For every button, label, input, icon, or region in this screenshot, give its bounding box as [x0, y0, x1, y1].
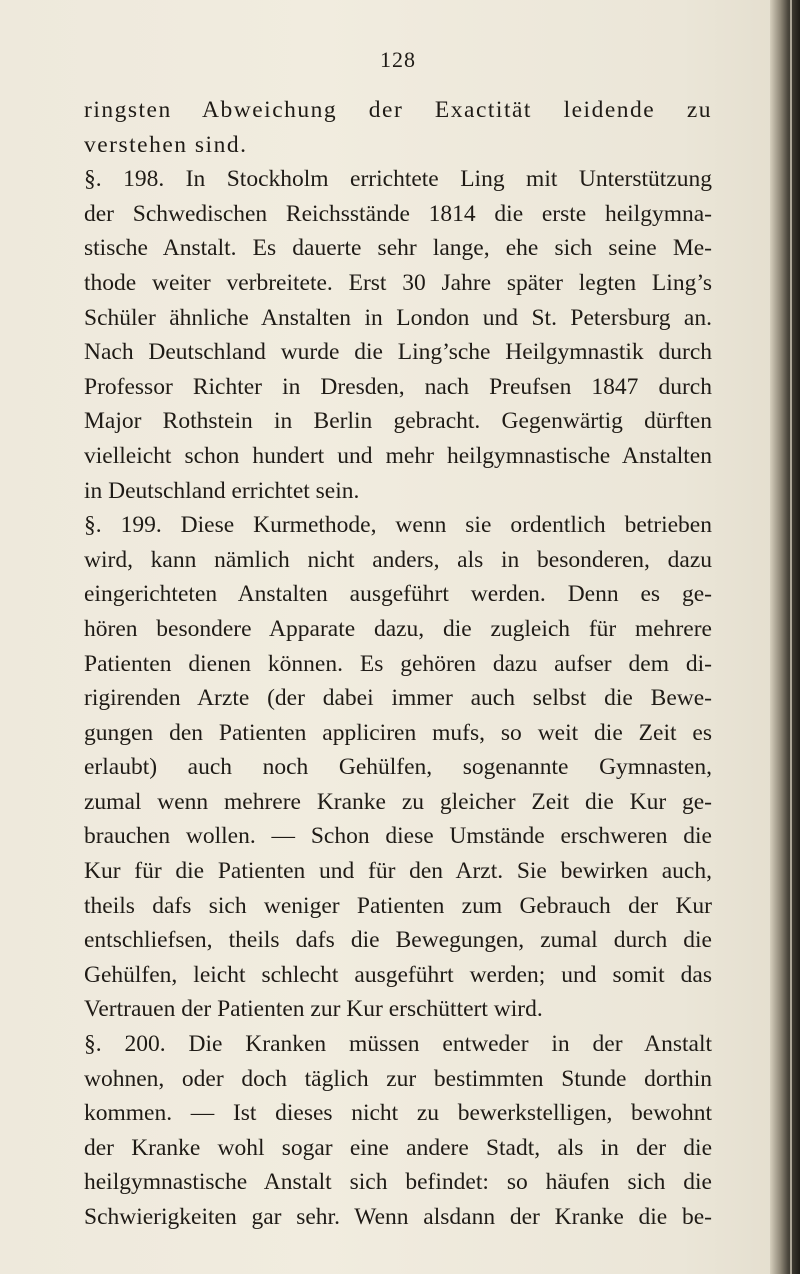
- text-line: rigirenden Arzte (der dabei immer auch selbst die Bewe-: [84, 685, 712, 712]
- text-line: Patienten dienen können. Es gehören dazu aufser dem di-: [84, 650, 712, 677]
- text-line: vielleicht schon hundert und mehr heilgymnastische Anstalten: [84, 442, 712, 469]
- text-line: kommen. — Ist dieses nicht zu bewerkstelligen, bewohnt: [84, 1100, 712, 1127]
- text-line: eingerichteten Anstalten ausgeführt werden. Denn es ge-: [84, 581, 712, 608]
- text-line: erlaubt) auch noch Gehülfen, sogenannte Gymnasten,: [84, 754, 712, 781]
- text-line: Vertrauen der Patienten zur Kur erschüttert wird.: [84, 996, 543, 1023]
- text-line: verstehen sind.: [84, 131, 248, 158]
- text-line: Major Rothstein in Berlin gebracht. Gegenwärtig dürften: [84, 408, 712, 435]
- binding-crease: [790, 0, 792, 1274]
- text-line: Nach Deutschland wurde die Ling’sche Heilgymnastik durch: [84, 339, 712, 366]
- text-line: in Deutschland errichtet sein.: [84, 477, 360, 504]
- text-line: heilgymnastische Anstalt sich befindet: so häufen sich die: [84, 1169, 712, 1196]
- text-line: wohnen, oder doch täglich zur bestimmten Stunde dorthin: [84, 1065, 712, 1092]
- text-line: Schwierigkeiten gar sehr. Wenn alsdann der Kranke die be-: [84, 1204, 712, 1230]
- text-line: thode weiter verbreitete. Erst 30 Jahre später legten Ling’s: [84, 269, 712, 296]
- text-line: der Schwedischen Reichsstände 1814 die erste heilgymna-: [84, 200, 712, 227]
- body-text: [84, 93, 712, 1235]
- text-line: zumal wenn mehrere Kranke zu gleicher Zeit die Kur ge-: [84, 788, 712, 815]
- text-line: gungen den Patienten appliciren mufs, so weit die Zeit es: [84, 719, 712, 746]
- text-line: §. 198. In Stockholm errichtete Ling mit Unterstützung: [84, 166, 712, 193]
- text-line: Schüler ähnliche Anstalten in London und St. Petersburg an.: [84, 304, 712, 331]
- text-line: theils dafs sich weniger Patienten zum Gebrauch der Kur: [84, 892, 712, 919]
- text-line: §. 200. Die Kranken müssen entweder in der Anstalt: [84, 1031, 712, 1058]
- text-line: Professor Richter in Dresden, nach Preufsen 1847 durch: [84, 373, 712, 400]
- text-line: Gehülfen, leicht schlecht ausgeführt werden; und somit das: [84, 961, 712, 988]
- text-line: ringsten Abweichung der Exactität leidende zu: [84, 97, 712, 123]
- text-line: brauchen wollen. — Schon diese Umstände erschweren die: [84, 823, 712, 850]
- text-line: §. 199. Diese Kurmethode, wenn sie ordentlich betrieben: [84, 512, 712, 539]
- text-line: entschliefsen, theils dafs die Bewegungen, zumal durch die: [84, 927, 712, 954]
- text-line: der Kranke wohl sogar eine andere Stadt, als in der die: [84, 1134, 712, 1161]
- page-number: 128: [380, 47, 416, 72]
- text-line: Kur für die Patienten und für den Arzt. Sie bewirken auch,: [84, 858, 712, 885]
- text-line: stische Anstalt. Es dauerte sehr lange, ehe sich seine Me-: [84, 235, 712, 262]
- text-line: wird, kann nämlich nicht anders, als in besonderen, dazu: [84, 546, 712, 573]
- book-binding-edge: [770, 0, 800, 1274]
- text-line: hören besondere Apparate dazu, die zugleich für mehrere: [84, 615, 712, 642]
